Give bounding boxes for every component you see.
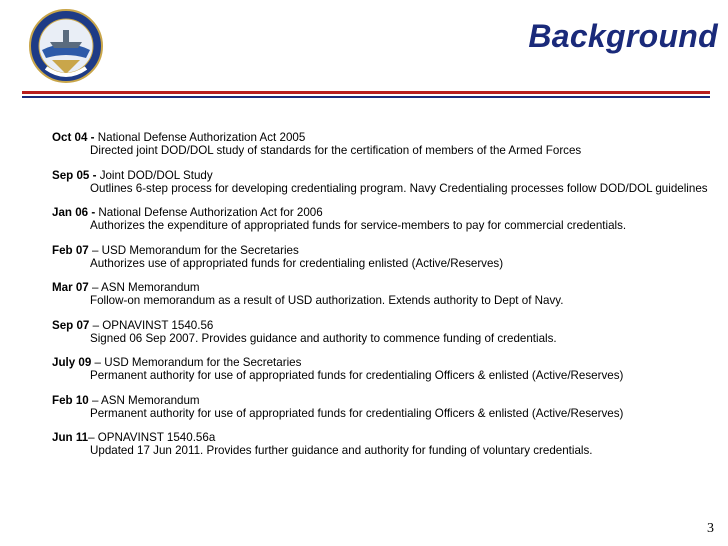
entry-event: – USD Memorandum for the Secretaries	[91, 356, 302, 369]
command-seal-logo	[26, 8, 106, 84]
page-number: 3	[707, 521, 714, 536]
timeline-list	[52, 131, 712, 469]
entry-date: Feb 10	[52, 393, 89, 407]
timeline-entry	[52, 281, 712, 307]
timeline-entry	[52, 394, 712, 420]
entry-date: July 09	[52, 356, 92, 369]
entry-event: – OPNAVINST 1540.56	[89, 318, 214, 332]
entry-description: Updated 17 Jun 2011. Provides further guidance and authority for funding of voluntary credentials.	[90, 444, 593, 457]
entry-description: Authorizes the expenditure of appropriated funds for service-members to pay for commercial credentials.	[90, 219, 627, 232]
entry-date: Jan 06 -	[52, 206, 99, 219]
timeline-entry	[52, 431, 712, 457]
entry-description: Outlines 6-step process for developing credentialing program. Navy Credentialing processes follow DOD/DOL guidelines	[90, 181, 708, 195]
entry-date: Oct 04 -	[52, 131, 98, 144]
entry-description: Permanent authority for use of appropriated funds for credentialing Officers & enlisted (Active/Reserves)	[90, 406, 624, 420]
timeline-entry	[52, 169, 712, 195]
entry-date: Sep 07	[52, 318, 90, 332]
entry-description: Follow-on memorandum as a result of USD authorization. Extends authority to Dept of Navy.	[90, 294, 564, 307]
entry-event: – OPNAVINST 1540.56a	[88, 431, 216, 444]
entry-description: Signed 06 Sep 2007. Provides guidance and authority to commence funding of credentials.	[90, 331, 557, 345]
timeline-entry	[52, 131, 712, 157]
entry-event: National Defense Authorization Act for 2006	[98, 206, 323, 219]
header-divider-blue	[22, 96, 710, 98]
header-divider-red	[22, 91, 710, 94]
entry-event: – ASN Memorandum	[88, 281, 200, 294]
timeline-entry	[52, 356, 712, 382]
entry-description: Directed joint DOD/DOL study of standards for the certification of members of the Armed Forces	[90, 144, 582, 157]
timeline-entry	[52, 244, 712, 270]
entry-date: Mar 07	[52, 281, 89, 294]
timeline-entry	[52, 319, 712, 345]
entry-date: Feb 07	[52, 243, 89, 257]
entry-description: Permanent authority for use of appropriated funds for credentialing Officers & enlisted (Active/Reserves)	[90, 369, 624, 382]
entry-event: – ASN Memorandum	[88, 393, 200, 407]
timeline-entry	[52, 206, 712, 232]
entry-date: Jun 11	[52, 431, 89, 444]
page-title: Background	[528, 18, 718, 54]
entry-event: Joint DOD/DOL Study	[99, 168, 213, 182]
entry-event: National Defense Authorization Act 2005	[97, 131, 306, 144]
entry-event: – USD Memorandum for the Secretaries	[88, 243, 299, 257]
entry-date: Sep 05 -	[52, 168, 100, 182]
entry-description: Authorizes use of appropriated funds for credentialing enlisted (Active/Reserves)	[90, 256, 504, 270]
